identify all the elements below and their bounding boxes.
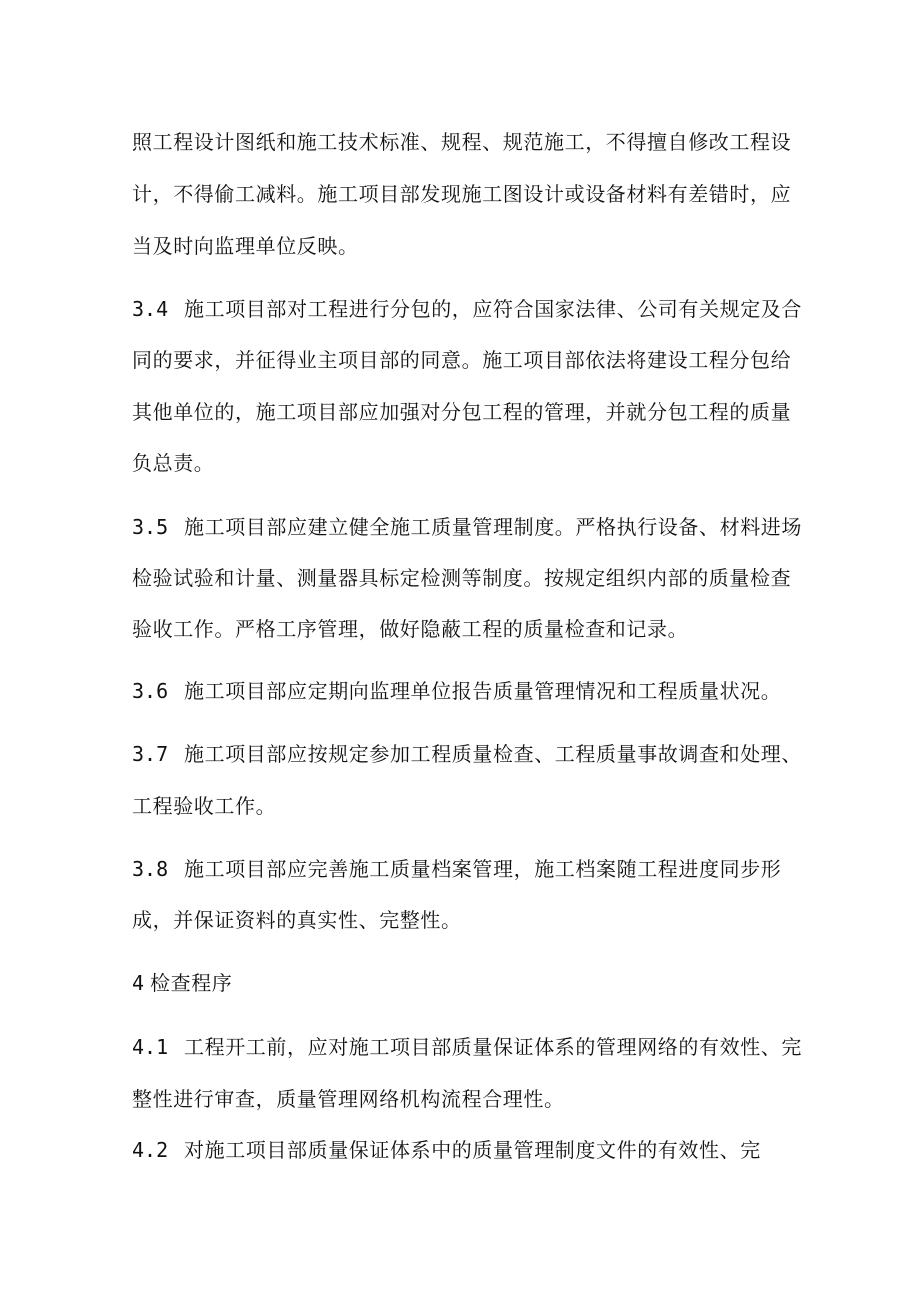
clause-3-5-first-line — [132, 515, 802, 539]
clause-text: 施工项目部对工程进行分包的，应符合国家法律、公司有关规定及合 — [184, 297, 802, 321]
paragraph-line: 负总责。 — [132, 451, 215, 475]
paragraph-line: 成，并保证资料的真实性、完整性。 — [132, 908, 462, 932]
clause-number: 3.8 — [132, 857, 169, 881]
clause-text: 对施工项目部质量保证体系中的质量管理制度文件的有效性、完 — [184, 1138, 761, 1162]
clause-number: 4.2 — [132, 1138, 169, 1162]
clause-text: 施工项目部应建立健全施工质量管理制度。严格执行设备、材料进场 — [184, 515, 802, 539]
paragraph-line: 工程验收工作。 — [132, 794, 277, 818]
paragraph-line: 整性进行审查，质量管理网络机构流程合理性。 — [132, 1087, 565, 1111]
clause-number: 3.7 — [132, 742, 169, 766]
section-number: 4 — [132, 971, 145, 995]
clause-text: 施工项目部应按规定参加工程质量检查、工程质量事故调查和处理、 — [184, 742, 802, 766]
paragraph-line: 检验试验和计量、测量器具标定检测等制度。按规定组织内部的质量检查 — [132, 566, 792, 590]
paragraph-line: 其他单位的，施工项目部应加强对分包工程的管理，并就分包工程的质量 — [132, 400, 792, 424]
clause-text: 施工项目部应完善施工质量档案管理，施工档案随工程进度同步形 — [184, 857, 782, 881]
paragraph-line: 计，不得偷工减料。施工项目部发现施工图设计或设备材料有差错时，应 — [132, 182, 792, 206]
section-heading — [132, 971, 232, 995]
section-title: 检查程序 — [150, 971, 233, 995]
paragraph-line: 照工程设计图纸和施工技术标准、规程、规范施工，不得擅自修改工程设 — [132, 130, 792, 154]
clause-number: 4.1 — [132, 1035, 169, 1059]
clause-number: 3.5 — [132, 515, 169, 539]
clause-3-6-first-line — [132, 679, 781, 703]
clause-3-7-first-line — [132, 742, 802, 766]
clause-number: 3.4 — [132, 297, 169, 321]
paragraph-line: 当及时向监理单位反映。 — [132, 234, 359, 258]
clause-3-4-first-line — [132, 297, 802, 321]
clause-4-2-first-line — [132, 1138, 761, 1162]
clause-number: 3.6 — [132, 679, 169, 703]
paragraph-line: 同的要求，并征得业主项目部的同意。施工项目部依法将建设工程分包给 — [132, 348, 792, 372]
clause-text: 工程开工前，应对施工项目部质量保证体系的管理网络的有效性、完 — [184, 1035, 802, 1059]
clause-text: 施工项目部应定期向监理单位报告质量管理情况和工程质量状况。 — [184, 679, 782, 703]
clause-3-8-first-line — [132, 857, 781, 881]
clause-4-1-first-line — [132, 1035, 802, 1059]
paragraph-line: 验收工作。严格工序管理，做好隐蔽工程的质量检查和记录。 — [132, 617, 689, 641]
